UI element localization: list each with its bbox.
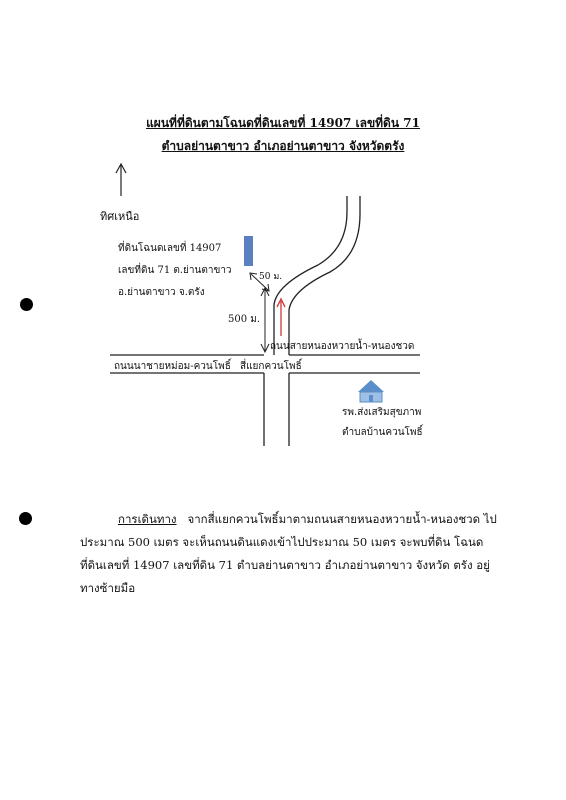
north-label: ทิศเหนือ [100,210,140,223]
main-road [274,196,360,355]
directions-heading: การเดินทาง [118,512,177,526]
distance-500m-arrow [261,288,269,352]
parcel-label-line1: ที่ดินโฉนดเลขที่ 14907 [118,243,222,254]
map-title-line2: ตำบลย่านตาขาว อำเภอย่านตาขาว จังหวัดตรัง [161,139,405,153]
distance-50m-label: 50 ม. [259,272,283,282]
parcel-label-line3: อ.ย่านตาขาว จ.ตรัง [118,287,205,298]
parcel-label-line2: เลขที่ดิน 71 ต.ย่านตาขาว [118,265,232,276]
hospital-label-line1: รพ.ส่งเสริมสุขภาพ [342,407,422,418]
map-title-line1: แผนที่ที่ดินตามโฉนดที่ดินเลขที่ 14907 เลขที่ดิน 71 [146,116,420,130]
north-arrow-icon [116,164,126,196]
hospital-label-line2: ตำบลบ้านควนโพธิ์ [342,427,423,438]
hospital-icon [358,380,384,402]
cross-road-label: ถนนนาชายหม่อม-ควนโพธิ์ [114,361,231,372]
directions-paragraph [80,508,500,600]
distance-500m-label: 500 ม. [228,314,261,325]
directions-text: จากสี่แยกควนโพธิ์มาตามถนนสายหนองหวายน้ำ-หนองชวด ไปประมาณ 500 เมตร จะเห็นถนนดินแดงเข้าไปประมาณ 50 เมตร จะพบที่ดิน โฉนดที่ดินเลขที่ 14907 เลขที่ดิน 71 ตำบลย่านตาขาว อำเภอย่านตาขาว จังหวัด ตรัง อยู่ทางซ้ายมือ [80,512,497,595]
junction-label: สี่แยกควนโพธิ์ [240,361,302,372]
route-arrow [277,299,285,336]
parcel-marker-icon [244,236,253,266]
main-road-label: ถนนสายหนองหวายน้ำ-หนองชวด [270,341,415,352]
